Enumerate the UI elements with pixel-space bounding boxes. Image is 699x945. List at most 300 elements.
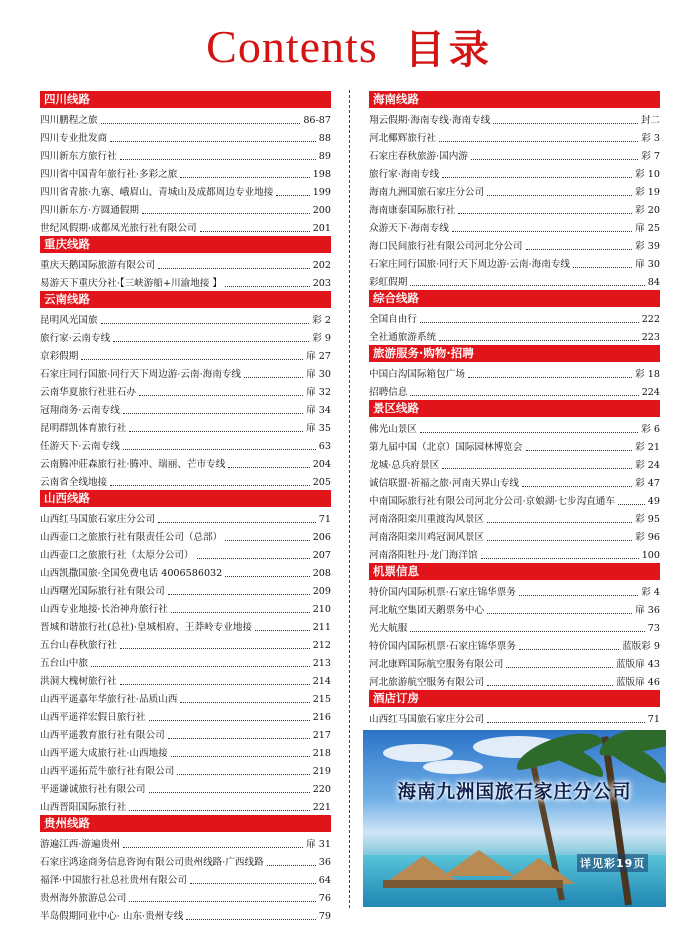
entry-name: 河北椰辉旅行社: [369, 133, 437, 144]
toc-entry[interactable]: [369, 163, 660, 181]
entry-page: 扉 25: [635, 223, 660, 234]
toc-entry[interactable]: [40, 634, 331, 652]
entry-name: 任游天下·云南专线: [40, 441, 120, 452]
entry-page: 216: [312, 712, 331, 723]
entry-name: 山西红马国旅石家庄分公司: [40, 514, 156, 525]
dot-leader: [225, 540, 309, 541]
dot-leader: [481, 558, 639, 559]
entry-name: 福泽·中国旅行社总社贵州有限公司: [40, 875, 187, 886]
dot-leader: [110, 141, 316, 142]
dot-leader: [120, 684, 310, 685]
toc-entry[interactable]: [40, 616, 331, 634]
dot-leader: [120, 648, 310, 649]
toc-entry[interactable]: [40, 471, 331, 489]
section-heading: 海南线路: [369, 91, 660, 108]
entry-page: 封二: [640, 115, 660, 126]
dot-leader: [168, 738, 310, 739]
entry-page: 200: [312, 205, 331, 216]
entry-page: 205: [312, 477, 331, 488]
entry-name: 河南洛阳栾川鸡冠洞风景区: [369, 532, 485, 543]
toc-entry[interactable]: [40, 598, 331, 616]
entry-page: 彩 2: [312, 315, 331, 326]
entry-name: 光大航服: [369, 623, 408, 634]
entry-page: 208: [312, 568, 331, 579]
entry-name: 河南洛阳牡丹·龙门海洋馆: [369, 550, 478, 561]
toc-entry[interactable]: [40, 309, 331, 327]
entry-name: 京彩假期: [40, 351, 79, 362]
entry-name: 众游天下·海南专线: [369, 223, 449, 234]
entry-name: 第九届中国（北京）国际园林博览会: [369, 442, 523, 453]
entry-page: 213: [312, 658, 331, 669]
dot-leader: [487, 540, 632, 541]
entry-name: 山西平遥拓荒牛旅行社有限公司: [40, 766, 175, 777]
dot-leader: [519, 649, 619, 650]
toc-entry[interactable]: [40, 670, 331, 688]
entry-name: 海南康泰国际旅行社: [369, 205, 456, 216]
entry-name: 游遍江西·游遍贵州: [40, 839, 120, 850]
entry-page: 扉 35: [306, 423, 331, 434]
entry-page: 71: [318, 514, 331, 525]
entry-page: 彩 24: [635, 460, 660, 471]
entry-page: 71: [647, 714, 660, 725]
dot-leader: [101, 323, 310, 324]
entry-name: 河北航空集团天鹅票务中心: [369, 605, 485, 616]
dot-leader: [439, 340, 639, 341]
dot-leader: [110, 485, 310, 486]
entry-name: 山西平遥祥宏假日旅行社: [40, 712, 146, 723]
dot-leader: [139, 395, 303, 396]
right-column: [369, 90, 660, 726]
toc-entry[interactable]: [40, 417, 331, 435]
entry-page: 198: [312, 169, 331, 180]
entry-page: 彩 96: [635, 532, 660, 543]
section-heading: 旅游服务·购物·招聘: [369, 345, 660, 362]
section-heading: 景区线路: [369, 400, 660, 417]
entry-name: 龙城·总兵府景区: [369, 460, 440, 471]
entry-page: 84: [647, 277, 660, 288]
page-title: [0, 18, 699, 80]
entry-name: 全社通旅游系统: [369, 332, 437, 343]
entry-page: 76: [318, 893, 331, 904]
entry-page: 扉 30: [306, 369, 331, 380]
entry-page: 彩 39: [635, 241, 660, 252]
entry-name: 旅行家·海南专线: [369, 169, 440, 180]
dot-leader: [618, 504, 645, 505]
entry-page: 201: [312, 223, 331, 234]
dot-leader: [493, 123, 638, 124]
dot-leader: [573, 267, 632, 268]
entry-name: 四川新东方·方圆通假期: [40, 205, 139, 216]
toc-entry[interactable]: [40, 345, 331, 363]
toc-entry[interactable]: [369, 418, 660, 436]
entry-name: 五台山中旅: [40, 658, 88, 669]
entry-name: 洪洞大槐树旅行社: [40, 676, 117, 687]
advertisement-banner[interactable]: [363, 730, 666, 907]
entry-name: 佛光山景区: [369, 424, 417, 435]
toc-entry[interactable]: [369, 581, 660, 599]
toc-entry[interactable]: [369, 363, 660, 381]
toc-entry[interactable]: [369, 653, 660, 671]
dot-leader: [120, 159, 316, 160]
toc-entry[interactable]: [40, 272, 331, 290]
toc-entry[interactable]: [40, 199, 331, 217]
toc-entry[interactable]: [369, 326, 660, 344]
toc-entry[interactable]: [40, 453, 331, 471]
toc-entry[interactable]: [369, 145, 660, 163]
dot-leader: [471, 159, 638, 160]
dot-leader: [522, 486, 632, 487]
toc-entry[interactable]: [40, 163, 331, 181]
toc-entry[interactable]: [369, 708, 660, 726]
entry-page: 彩 6: [641, 424, 660, 435]
entry-name: 晋城和谐旅行社(总社)·皇城相府、王莽岭专业地接: [40, 622, 253, 633]
dot-leader: [123, 413, 303, 414]
entry-name: 旅行家·云南专线: [40, 333, 111, 344]
entry-page: 79: [318, 911, 331, 922]
entry-page: 214: [312, 676, 331, 687]
dot-leader: [255, 630, 310, 631]
toc-entry[interactable]: [369, 544, 660, 562]
ad-page-reference: 详见彩19页: [577, 854, 648, 872]
entry-page: 88: [318, 133, 331, 144]
dot-leader: [129, 810, 309, 811]
toc-entry[interactable]: [369, 181, 660, 199]
dot-leader: [487, 522, 632, 523]
toc-entry[interactable]: [40, 399, 331, 417]
dot-leader: [228, 467, 309, 468]
dot-leader: [180, 177, 309, 178]
entry-page: 扉 32: [306, 387, 331, 398]
dot-leader: [225, 286, 310, 287]
entry-page: 206: [312, 532, 331, 543]
dot-leader: [171, 756, 310, 757]
toc-entry[interactable]: [40, 778, 331, 796]
toc-entry[interactable]: [369, 671, 660, 689]
toc-entry[interactable]: [40, 127, 331, 145]
entry-name: 云南腾冲莊森旅行社·腾冲、瑞丽、芒市专线: [40, 459, 226, 470]
dot-leader: [420, 322, 639, 323]
toc-entry[interactable]: [40, 760, 331, 778]
toc-entry[interactable]: [40, 905, 331, 923]
dot-leader: [410, 285, 644, 286]
entry-page: 彩 7: [641, 151, 660, 162]
title-chinese: 目录: [404, 27, 493, 73]
entry-name: 山西专业地接·长治神舟旅行社: [40, 604, 168, 615]
entry-page: 202: [312, 260, 331, 271]
dot-leader: [526, 249, 633, 250]
toc-entry[interactable]: [369, 472, 660, 490]
dot-leader: [180, 702, 309, 703]
pier-deck: [383, 880, 563, 888]
entry-name: 四川鹏程之旅: [40, 115, 98, 126]
dot-leader: [113, 341, 309, 342]
entry-page: 223: [641, 332, 660, 343]
entry-name: 世纪风假期·成都凤光旅行社有限公司: [40, 223, 197, 234]
dot-leader: [91, 666, 310, 667]
dot-leader: [101, 123, 301, 124]
entry-page: 36: [318, 857, 331, 868]
cloud-shape: [423, 760, 483, 774]
entry-name: 四川省中国青年旅行社·多彩之旅: [40, 169, 178, 180]
title-english: Contents: [206, 21, 378, 72]
entry-name: 石家庄鸿途商务信息咨询有限公司贵州线路·广西线路: [40, 857, 264, 868]
entry-page: 199: [312, 187, 331, 198]
entry-name: 山西红马国旅石家庄分公司: [369, 714, 485, 725]
toc-entry[interactable]: [40, 562, 331, 580]
dot-leader: [487, 195, 632, 196]
entry-page: 217: [312, 730, 331, 741]
toc-entry[interactable]: [369, 381, 660, 399]
entry-name: 四川新东方旅行社: [40, 151, 117, 162]
entry-name: 山西凯撒国旅·全国免费电话 4006586032: [40, 568, 223, 579]
entry-page: 89: [318, 151, 331, 162]
entry-page: 彩 19: [635, 187, 660, 198]
entry-name: 山西壶口之旅旅行社有限责任公司（总部）: [40, 532, 223, 543]
entry-name: 五台山春秋旅行社: [40, 640, 117, 651]
toc-entry[interactable]: [40, 381, 331, 399]
entry-page: 221: [312, 802, 331, 813]
cloud-shape: [383, 744, 453, 762]
dot-leader: [158, 522, 316, 523]
toc-entry[interactable]: [40, 869, 331, 887]
entry-name: 河北旅游航空服务有限公司: [369, 677, 485, 688]
toc-entry[interactable]: [369, 454, 660, 472]
entry-page: 蓝版彩 9: [622, 641, 660, 652]
toc-entry[interactable]: [369, 235, 660, 253]
entry-name: 海南九洲国旅石家庄分公司: [369, 187, 485, 198]
dot-leader: [526, 450, 633, 451]
entry-page: 224: [641, 387, 660, 398]
section-heading: 综合线路: [369, 290, 660, 307]
toc-entry[interactable]: [40, 526, 331, 544]
left-column: [40, 90, 331, 923]
entry-name: 云南省全线地接: [40, 477, 108, 488]
entry-name: 山西曙光国际旅行社有限公司: [40, 586, 165, 597]
dot-leader: [506, 667, 613, 668]
entry-page: 彩 20: [635, 205, 660, 216]
dot-leader: [487, 722, 645, 723]
toc-entry[interactable]: [369, 127, 660, 145]
entry-name: 山西晋阳国际旅行社: [40, 802, 127, 813]
dot-leader: [458, 213, 632, 214]
dot-leader: [519, 595, 638, 596]
entry-name: 四川省青旅·九寨、峨眉山、青城山及成都周边专业地接: [40, 187, 274, 198]
toc-entry[interactable]: [369, 217, 660, 235]
dot-leader: [487, 613, 632, 614]
dot-leader: [190, 883, 316, 884]
section-heading: 贵州线路: [40, 815, 331, 832]
dot-leader: [123, 449, 316, 450]
toc-entry[interactable]: [40, 327, 331, 345]
entry-page: 彩 10: [635, 169, 660, 180]
dot-leader: [123, 847, 303, 848]
toc-entry[interactable]: [369, 271, 660, 289]
toc-entry[interactable]: [369, 490, 660, 508]
entry-page: 扉 36: [635, 605, 660, 616]
toc-entry[interactable]: [369, 253, 660, 271]
entry-page: 220: [312, 784, 331, 795]
dot-leader: [439, 141, 638, 142]
toc-entry[interactable]: [40, 796, 331, 814]
entry-name: 云南华夏旅行社驻石办: [40, 387, 136, 398]
entry-name: 特价国内国际机票·石家庄锦华票务: [369, 587, 516, 598]
entry-name: 贵州海外旅游总公司: [40, 893, 127, 904]
entry-page: 蓝版扉 43: [615, 659, 660, 670]
entry-page: 64: [318, 875, 331, 886]
toc-entry[interactable]: [40, 851, 331, 869]
entry-page: 222: [641, 314, 660, 325]
toc-entry[interactable]: [40, 833, 331, 851]
entry-page: 207: [312, 550, 331, 561]
dot-leader: [468, 377, 632, 378]
toc-entry[interactable]: [369, 109, 660, 127]
toc-entry[interactable]: [40, 724, 331, 742]
toc-entry[interactable]: [40, 217, 331, 235]
entry-name: 河北康辉国际航空服务有限公司: [369, 659, 504, 670]
entry-name: 石家庄同行国旅·同行天下周边游·云南·海南专线: [369, 259, 571, 270]
dot-leader: [168, 594, 310, 595]
dot-leader: [225, 576, 309, 577]
entry-page: 219: [312, 766, 331, 777]
entry-page: 彩 95: [635, 514, 660, 525]
section-heading: 重庆线路: [40, 236, 331, 253]
entry-page: 彩 3: [641, 133, 660, 144]
entry-name: 彩虹假期: [369, 277, 408, 288]
dot-leader: [186, 919, 315, 920]
dot-leader: [452, 231, 632, 232]
entry-name: 海口民间旅行社有限公司河北分公司: [369, 241, 523, 252]
dot-leader: [129, 431, 303, 432]
entry-page: 210: [312, 604, 331, 615]
toc-entry[interactable]: [40, 544, 331, 562]
dot-leader: [149, 720, 310, 721]
dot-leader: [442, 177, 632, 178]
entry-name: 昆明群凯体育旅行社: [40, 423, 127, 434]
entry-name: 中国白沟国际箱包广场: [369, 369, 465, 380]
entry-name: 山西平遥教育旅行社有限公司: [40, 730, 165, 741]
entry-page: 63: [318, 441, 331, 452]
toc-entry[interactable]: [369, 308, 660, 326]
entry-name: 半岛假期同业中心· 山东·贵州专线: [40, 911, 184, 922]
section-heading: 机票信息: [369, 563, 660, 580]
toc-entry[interactable]: [40, 508, 331, 526]
toc-entry[interactable]: [40, 435, 331, 453]
section-heading: 酒店订房: [369, 690, 660, 707]
toc-entry[interactable]: [369, 617, 660, 635]
entry-page: 扉 31: [306, 839, 331, 850]
entry-name: 招聘信息: [369, 387, 408, 398]
toc-entry[interactable]: [369, 199, 660, 217]
entry-name: 冠翔商务·云南专线: [40, 405, 120, 416]
toc-entry[interactable]: [40, 363, 331, 381]
entry-name: 易游天下重庆分社·【三峡游船+川渝地接 】: [40, 278, 223, 289]
entry-name: 石家庄春秋旅游·国内游: [369, 151, 468, 162]
entry-name: 翔云假期·海南专线·海南专线: [369, 115, 491, 126]
entry-name: 山西平遥嘉年华旅行社·品质山西: [40, 694, 178, 705]
toc-entry[interactable]: [40, 742, 331, 760]
dot-leader: [267, 865, 316, 866]
column-divider: [349, 90, 350, 908]
ad-title: 海南九洲国旅石家庄分公司: [397, 782, 632, 803]
dot-leader: [81, 359, 303, 360]
entry-name: 重庆天鹅国际旅游有限公司: [40, 260, 156, 271]
entry-page: 49: [647, 496, 660, 507]
entry-page: 100: [641, 550, 660, 561]
entry-name: 昆明风光国旅: [40, 315, 98, 326]
toc-entry[interactable]: [40, 706, 331, 724]
entry-page: 86-87: [303, 115, 331, 126]
toc-entry[interactable]: [40, 688, 331, 706]
entry-page: 209: [312, 586, 331, 597]
entry-name: 石家庄同行国旅·同行天下周边游·云南·海南专线: [40, 369, 242, 380]
toc-entry[interactable]: [40, 109, 331, 127]
entry-page: 扉 30: [635, 259, 660, 270]
entry-page: 扉 27: [306, 351, 331, 362]
toc-entry[interactable]: [40, 887, 331, 905]
entry-page: 彩 18: [635, 369, 660, 380]
toc-entry[interactable]: [40, 652, 331, 670]
entry-page: 彩 4: [641, 587, 660, 598]
entry-name: 河南洛阳栾川重渡沟风景区: [369, 514, 485, 525]
dot-leader: [177, 774, 309, 775]
entry-name: 山西平遥大成旅行社·山西地接: [40, 748, 168, 759]
dot-leader: [244, 377, 303, 378]
toc-entry[interactable]: [369, 436, 660, 454]
dot-leader: [487, 685, 613, 686]
toc-entry[interactable]: [40, 181, 331, 199]
entry-name: 平遥谦诚旅行社有限公司: [40, 784, 146, 795]
dot-leader: [276, 195, 309, 196]
toc-entry[interactable]: [369, 526, 660, 544]
toc-entry[interactable]: [369, 599, 660, 617]
toc-entry[interactable]: [369, 635, 660, 653]
dot-leader: [420, 432, 638, 433]
dot-leader: [158, 268, 310, 269]
dot-leader: [410, 395, 638, 396]
entry-page: 218: [312, 748, 331, 759]
dot-leader: [171, 612, 310, 613]
toc-entry[interactable]: [369, 508, 660, 526]
section-heading: 云南线路: [40, 291, 331, 308]
entry-page: 212: [312, 640, 331, 651]
entry-page: 彩 47: [635, 478, 660, 489]
entry-name: 诚信联盟·祈福之旅·河南天界山专线: [369, 478, 520, 489]
entry-page: 蓝版扉 46: [615, 677, 660, 688]
entry-page: 203: [312, 278, 331, 289]
dot-leader: [200, 231, 310, 232]
entry-page: 扉 34: [306, 405, 331, 416]
entry-name: 山西壶口之旅旅行社（太原分公司）: [40, 550, 194, 561]
toc-entry[interactable]: [40, 145, 331, 163]
entry-page: 215: [312, 694, 331, 705]
section-heading: 山西线路: [40, 490, 331, 507]
toc-entry[interactable]: [40, 254, 331, 272]
dot-leader: [129, 901, 315, 902]
entry-page: 73: [647, 623, 660, 634]
toc-entry[interactable]: [40, 580, 331, 598]
entry-page: 彩 21: [635, 442, 660, 453]
entry-name: 四川专业批发商: [40, 133, 108, 144]
entry-page: 彩 9: [312, 333, 331, 344]
section-heading: 四川线路: [40, 91, 331, 108]
dot-leader: [149, 792, 310, 793]
entry-page: 211: [312, 622, 331, 633]
dot-leader: [410, 631, 644, 632]
dot-leader: [442, 468, 632, 469]
entry-name: 特价国内国际机票·石家庄锦华票务: [369, 641, 516, 652]
entry-page: 204: [312, 459, 331, 470]
dot-leader: [197, 558, 310, 559]
